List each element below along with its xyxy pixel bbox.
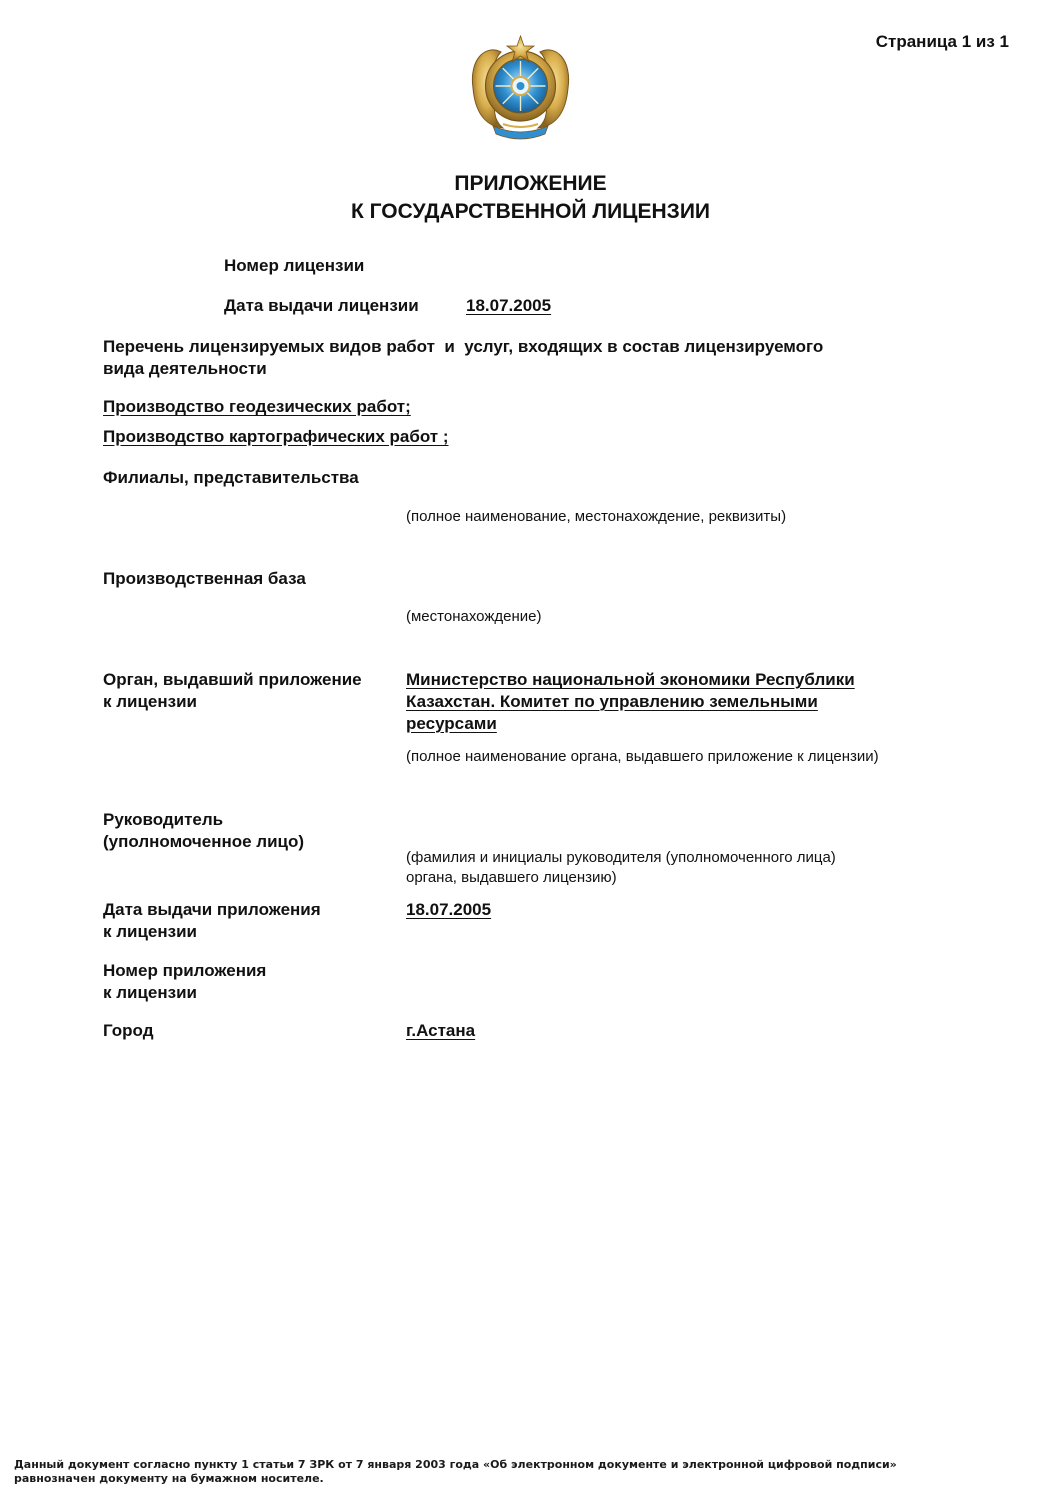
title-line-2: К ГОСУДАРСТВЕННОЙ ЛИЦЕНЗИИ <box>350 200 711 223</box>
head-label-line-2: (уполномоченное лицо) <box>103 832 305 851</box>
issuing-body-value-line-2: Казахстан. Комитет по управлению земельными <box>406 692 818 711</box>
head-note-line-2: органа, выдавшего лицензию) <box>406 869 617 886</box>
document-title <box>0 170 1061 226</box>
appendix-date-label-line-1: Дата выдачи приложения <box>103 900 321 919</box>
page-number: Страница 1 из 1 <box>875 32 1009 51</box>
branches-label: Филиалы, представительства <box>103 468 359 487</box>
issuing-body-value-line-1: Министерство национальной экономики Республики <box>406 670 855 689</box>
branches-note: (полное наименование, местонахождение, реквизиты) <box>406 508 787 525</box>
kazakhstan-state-emblem-icon <box>463 30 578 145</box>
license-number-label: Номер лицензии <box>224 256 365 275</box>
appendix-date-label-line-2: к лицензии <box>103 922 198 941</box>
issuing-body-label <box>103 669 362 713</box>
appendix-number-label-line-2: к лицензии <box>103 983 198 1002</box>
production-base-note: (местонахождение) <box>406 608 542 625</box>
works-list-heading-line-2: вида деятельности <box>103 359 267 378</box>
city-label: Город <box>103 1021 154 1040</box>
issuing-body-label-line-2: к лицензии <box>103 692 198 711</box>
works-list-heading-line-1: Перечень лицензируемых видов работ и услуг, входящих в состав лицензируемого <box>103 337 824 356</box>
issuing-body-value <box>406 669 855 735</box>
issuing-body-label-line-1: Орган, выдавший приложение <box>103 670 362 689</box>
legal-footer <box>14 1458 897 1486</box>
footer-line-1: Данный документ согласно пункту 1 статьи 7 ЗРК от 7 января 2003 года «Об электронном документе и электронной цифровой подписи» <box>14 1458 897 1471</box>
appendix-number-label <box>103 960 266 1004</box>
head-note-line-1: (фамилия и инициалы руководителя (уполномоченного лица) <box>406 849 836 866</box>
city-value: г.Астана <box>406 1021 476 1040</box>
appendix-number-label-line-1: Номер приложения <box>103 961 267 980</box>
appendix-date-label <box>103 899 321 943</box>
head-label-line-1: Руководитель <box>103 810 224 829</box>
issuing-body-note: (полное наименование органа, выдавшего приложение к лицензии) <box>406 748 879 765</box>
footer-line-2: равнозначен документу на бумажном носителе. <box>14 1472 324 1485</box>
works-list-item: Производство геодезических работ; <box>103 397 411 416</box>
issuing-body-value-line-3: ресурсами <box>406 714 497 733</box>
head-label <box>103 809 304 853</box>
license-date-label: Дата выдачи лицензии <box>224 296 419 315</box>
works-list-item: Производство картографических работ ; <box>103 427 449 446</box>
head-note <box>406 848 836 888</box>
appendix-date-value: 18.07.2005 <box>406 900 492 919</box>
works-list-heading <box>103 336 823 380</box>
title-line-1: ПРИЛОЖЕНИЕ <box>454 172 607 195</box>
license-date-value: 18.07.2005 <box>466 296 552 315</box>
production-base-label: Производственная база <box>103 569 306 588</box>
